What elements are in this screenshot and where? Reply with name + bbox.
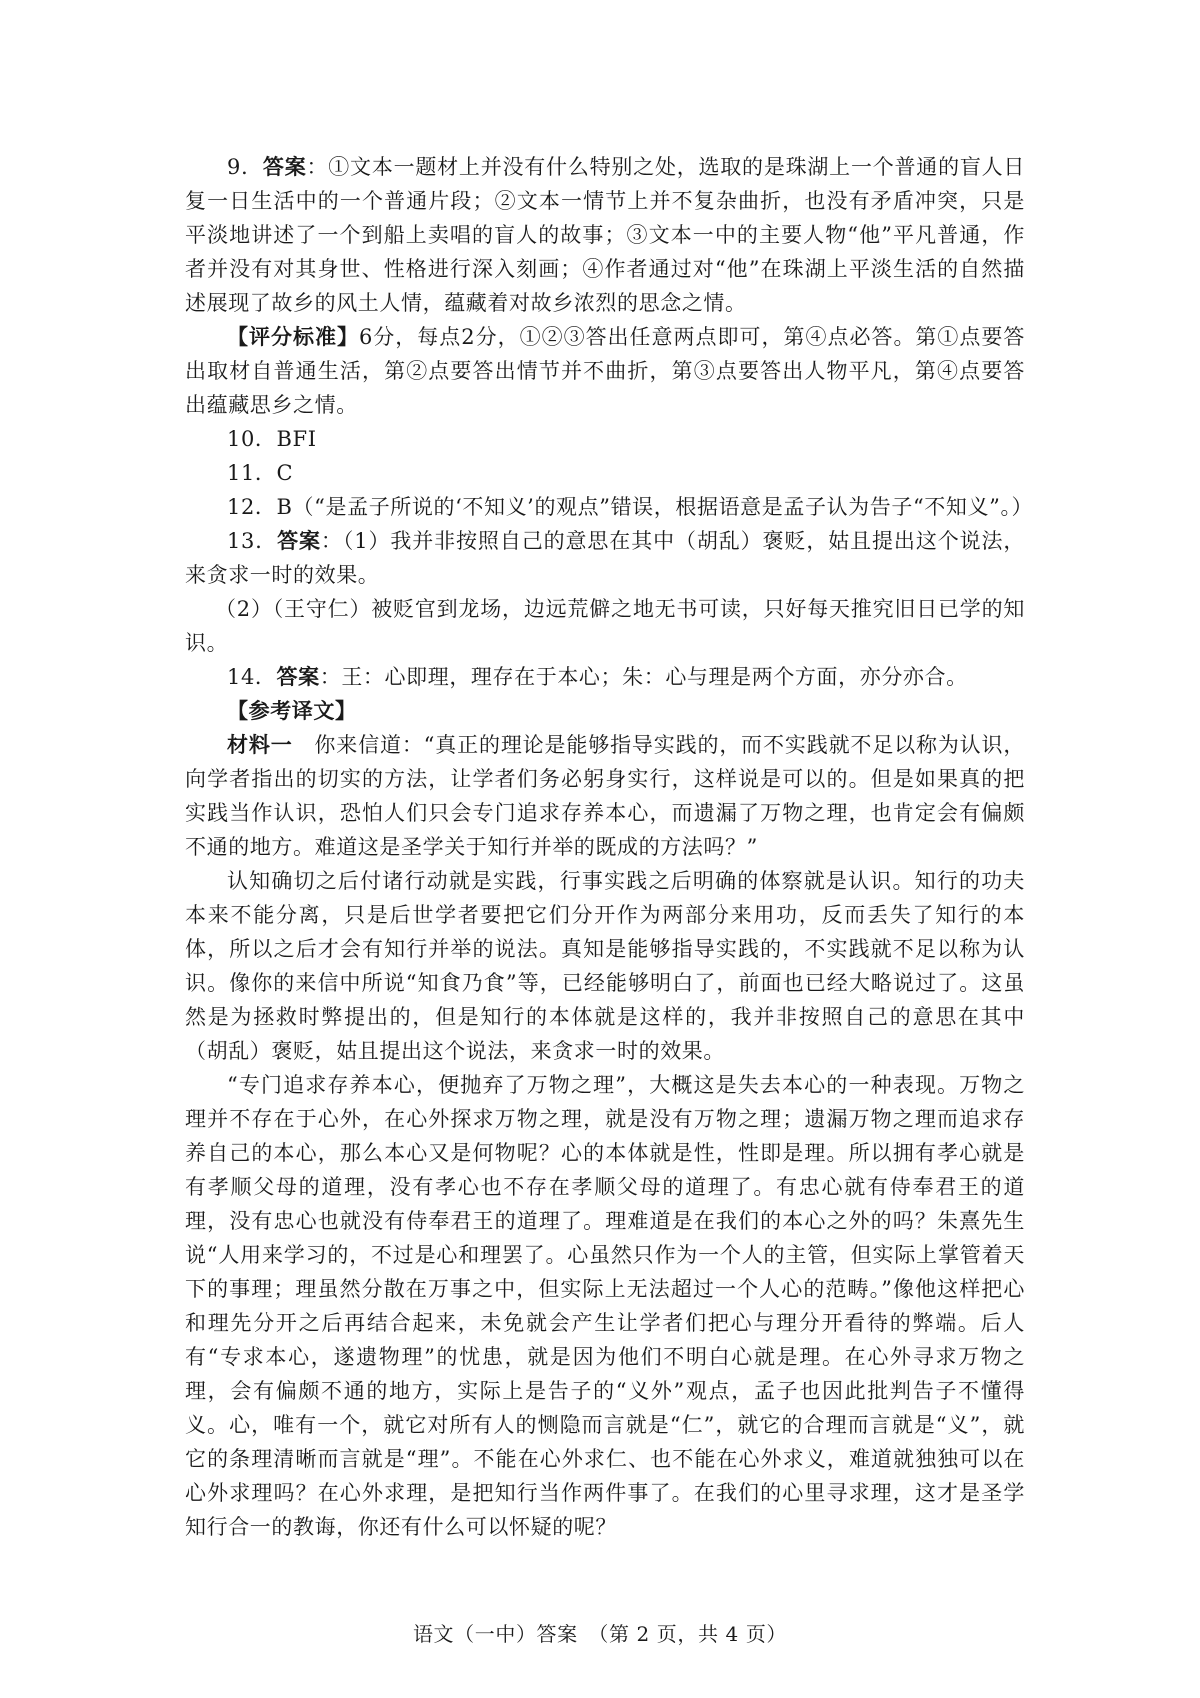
scoring-criteria (185, 320, 1025, 422)
answer-14 (185, 660, 1025, 694)
answer-9 (185, 150, 1025, 320)
question-number: 9． (227, 155, 263, 179)
translation-heading: 【参考译文】 (227, 699, 357, 723)
translation-para-2: 认知确切之后付诸行动就是实践，行事实践之后明确的体察就是认识。知行的功夫本来不能分离，只是后世学者要把它们分开作为两部分来用功，反而丢失了知行的本体，所以之后才会有知行并举的说法。真知是能够指导实践的，不实践就不足以称为认识。像你的来信中所说“知食乃食”等，已经能够明白了，前面也已经大略说过了。这虽然是为拯救时弊提出的，但是知行的本体就是这样的，我并非按照自己的意思在其中（胡乱）褒贬，姑且提出这个说法，来贪求一时的效果。 (185, 869, 1025, 1063)
translation-text: 你来信道：“真正的理论是能够指导实践的，而不实践就不足以称为认识，向学者指出的切实的方法，让学者们务必躬身实行，这样说是可以的。但是如果真的把实践当作认识，恐怕人们只会专门追求存养本心，而遗漏了万物之理，也肯定会有偏颇不通的地方。难道这是圣学关于知行并举的既成的方法吗？” (185, 733, 1025, 859)
material-label: 材料一 (227, 733, 293, 757)
scoring-text: 6分，每点2分，①②③答出任意两点即可，第④点必答。第①点要答出取材自普通生活，第②点要答出情节并不曲折，第③点要答出人物平凡，第④点要答出蕴藏思乡之情。 (185, 325, 1025, 417)
answer-text: ：①文本一题材上并没有什么特别之处，选取的是珠湖上一个普通的盲人日复一日生活中的一个普通片段；②文本一情节上并不复杂曲折，也没有矛盾冲突，只是平淡地讲述了一个到船上卖唱的盲人的故事；③文本一中的主要人物“他”平凡普通，作者并没有对其身世、性格进行深入刻画；④作者通过对“他”在珠湖上平淡生活的自然描述展现了故乡的风土人情，蕴藏着对故乡浓烈的思念之情。 (185, 155, 1026, 315)
answer-10: 10．BFI (227, 427, 317, 451)
question-number: 14． (227, 665, 277, 689)
answer-11: 11．C (227, 461, 294, 485)
scoring-label: 【评分标准】 (227, 325, 359, 349)
answer-text: ：（1）我并非按照自己的意思在其中（胡乱）褒贬，姑且提出这个说法，来贪求一时的效果。 (185, 529, 1025, 587)
answer-label: 答案 (276, 665, 320, 689)
translation-para-1 (185, 728, 1025, 864)
answer-label: 答案 (262, 155, 307, 179)
answer-text: ：王：心即理，理存在于本心；朱：心与理是两个方面，亦分亦合。 (319, 665, 968, 689)
answer-page (185, 150, 1034, 1544)
question-number: 13． (227, 529, 278, 553)
page-footer: 语文（一中）答案 （第 2 页，共 4 页） (412, 1622, 788, 1646)
answer-13 (185, 524, 1025, 592)
translation-para-3: “专门追求存养本心，便抛弃了万物之理”，大概这是失去本心的一种表现。万物之理并不存在于心外，在心外探求万物之理，就是没有万物之理；遗漏万物之理而追求存养自己的本心，那么本心又是何物呢？心的本体就是性，性即是理。所以拥有孝心就是有孝顺父母的道理，没有孝心也不存在孝顺父母的道理了。有忠心就有侍奉君王的道理，没有忠心也就没有侍奉君王的道理了。理难道是在我们的本心之外的吗？朱熹先生说“人用来学习的，不过是心和理罢了。心虽然只作为一个人的主管，但实际上掌管着天下的事理；理虽然分散在万事之中，但实际上无法超过一个人心的范畴。”像他这样把心和理先分开之后再结合起来，未免就会产生让学者们把心与理分开看待的弊端。后人有“专求本心，遂遗物理”的忧患，就是因为他们不明白心就是理。在心外寻求万物之理，会有偏颇不通的地方，实际上是告子的“义外”观点，孟子也因此批判告子不懂得义。心，唯有一个，就它对所有人的恻隐而言就是“仁”，就它的合理而言就是“义”，就它的条理清晰而言就是“理”。不能在心外求仁、也不能在心外求义，难道就独独可以在心外求理吗？在心外求理，是把知行当作两件事了。在我们的心里寻求理，这才是圣学知行合一的教诲，你还有什么可以怀疑的呢？ (185, 1073, 1025, 1539)
answer-13-part2: （2）（王守仁）被贬官到龙场，边远荒僻之地无书可读，只好每天推究旧日已学的知识。 (185, 597, 1025, 655)
answer-12: 12．B（“是孟子所说的‘不知义’的观点”错误，根据语意是孟子认为告子“不知义”。） (227, 495, 1034, 519)
answer-label: 答案 (277, 529, 321, 553)
